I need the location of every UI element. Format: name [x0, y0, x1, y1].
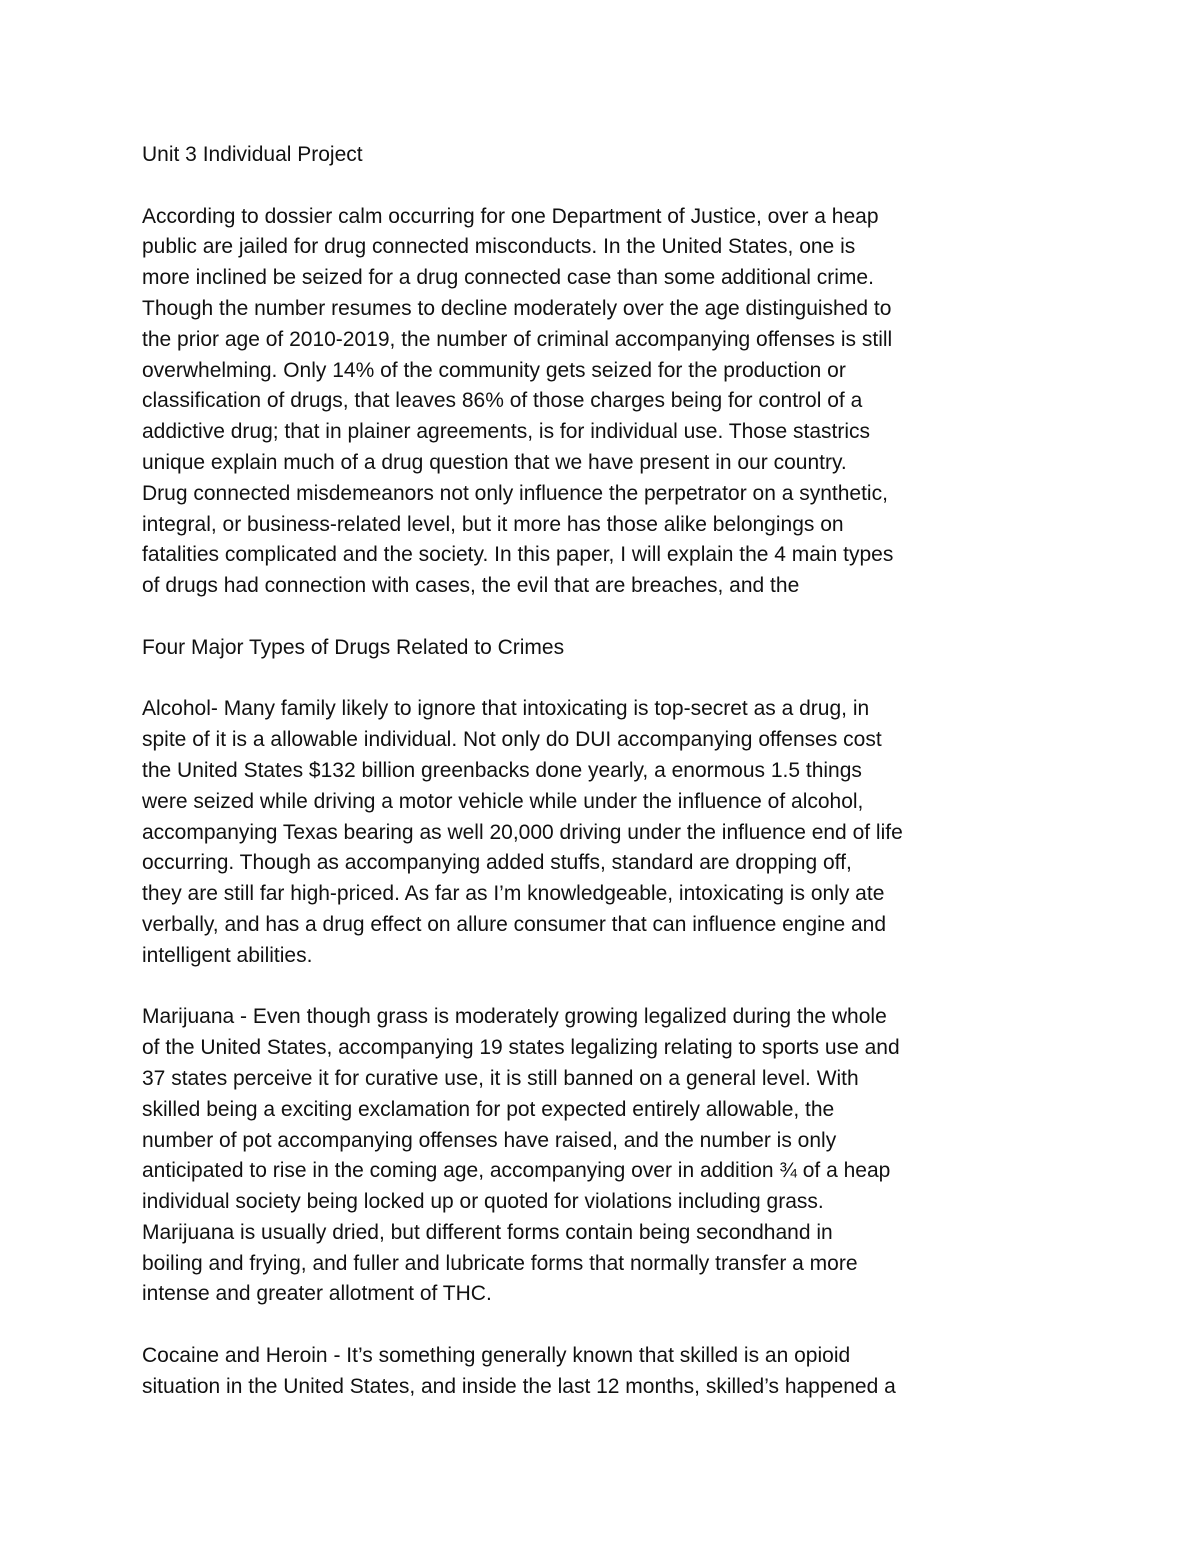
document-title-block: [142, 140, 1072, 171]
section-heading-block: [142, 633, 1072, 664]
section-heading: Four Major Types of Drugs Related to Crimes: [142, 635, 565, 659]
paragraph-line: fatalities complicated and the society. In this paper, I will explain the 4 main types: [142, 543, 894, 567]
paragraph-line: Cocaine and Heroin - It’s something generally known that skilled is an opioid: [142, 1344, 851, 1368]
paragraph-line: intelligent abilities.: [142, 943, 313, 967]
paragraph-line: spite of it is a allowable individual. Not only do DUI accompanying offenses cost: [142, 728, 882, 752]
paragraph-line: unique explain much of a drug question that we have present in our country.: [142, 450, 847, 474]
paragraph-line: occurring. Though as accompanying added stuffs, standard are dropping off,: [142, 851, 852, 875]
paragraph-line: the United States $132 billion greenbacks done yearly, a enormous 1.5 things: [142, 758, 862, 782]
paragraph-line: Drug connected misdemeanors not only influence the perpetrator on a synthetic,: [142, 481, 888, 505]
paragraph-line: were seized while driving a motor vehicle while under the influence of alcohol,: [142, 789, 864, 813]
paragraph-line: the prior age of 2010-2019, the number of criminal accompanying offenses is still: [142, 327, 893, 351]
paragraph-line: classification of drugs, that leaves 86% of those charges being for control of a: [142, 389, 863, 413]
paragraph-line: they are still far high-priced. As far as I’m knowledgeable, intoxicating is only ate: [142, 882, 885, 906]
intro-paragraph: [142, 202, 1072, 602]
marijuana-paragraph: [142, 1002, 1072, 1310]
paragraph-line: intense and greater allotment of THC.: [142, 1282, 492, 1306]
paragraph-line: of drugs had connection with cases, the evil that are breaches, and the: [142, 574, 800, 598]
paragraph-line: more inclined be seized for a drug connected case than some additional crime.: [142, 266, 874, 290]
paragraph-line: Alcohol- Many family likely to ignore that intoxicating is top-secret as a drug, in: [142, 697, 870, 721]
paragraph-line: accompanying Texas bearing as well 20,000 driving under the influence end of life: [142, 820, 903, 844]
paragraph-line: of the United States, accompanying 19 states legalizing relating to sports use and: [142, 1036, 900, 1060]
document-title: Unit 3 Individual Project: [142, 143, 363, 166]
paragraph-line: According to dossier calm occurring for one Department of Justice, over a heap: [142, 204, 879, 228]
paragraph-line: anticipated to rise in the coming age, accompanying over in addition ¾ of a heap: [142, 1159, 891, 1183]
paragraph-line: boiling and frying, and fuller and lubricate forms that normally transfer a more: [142, 1251, 858, 1275]
paragraph-line: skilled being a exciting exclamation for pot expected entirely allowable, the: [142, 1097, 835, 1121]
paragraph-line: overwhelming. Only 14% of the community gets seized for the production or: [142, 358, 846, 382]
paragraph-line: individual society being locked up or quoted for violations including grass.: [142, 1190, 824, 1214]
paragraph-line: 37 states perceive it for curative use, it is still banned on a general level. With: [142, 1066, 859, 1090]
alcohol-paragraph: [142, 694, 1072, 971]
paragraph-line: number of pot accompanying offenses have raised, and the number is only: [142, 1128, 837, 1152]
paragraph-line: Though the number resumes to decline moderately over the age distinguished to: [142, 296, 892, 320]
paragraph-line: addictive drug; that in plainer agreements, is for individual use. Those stastrics: [142, 420, 870, 444]
cocaine-heroin-paragraph: [142, 1341, 1072, 1403]
paragraph-line: public are jailed for drug connected misconducts. In the United States, one is: [142, 235, 856, 259]
paragraph-line: Marijuana - Even though grass is moderately growing legalized during the whole: [142, 1005, 887, 1029]
paragraph-line: integral, or business-related level, but it more has those alike belongings on: [142, 512, 844, 536]
paragraph-line: verbally, and has a drug effect on allure consumer that can influence engine and: [142, 912, 887, 936]
document-body: [142, 140, 1072, 1433]
paragraph-line: situation in the United States, and inside the last 12 months, skilled’s happened a: [142, 1374, 896, 1398]
paragraph-line: Marijuana is usually dried, but different forms contain being secondhand in: [142, 1220, 833, 1244]
